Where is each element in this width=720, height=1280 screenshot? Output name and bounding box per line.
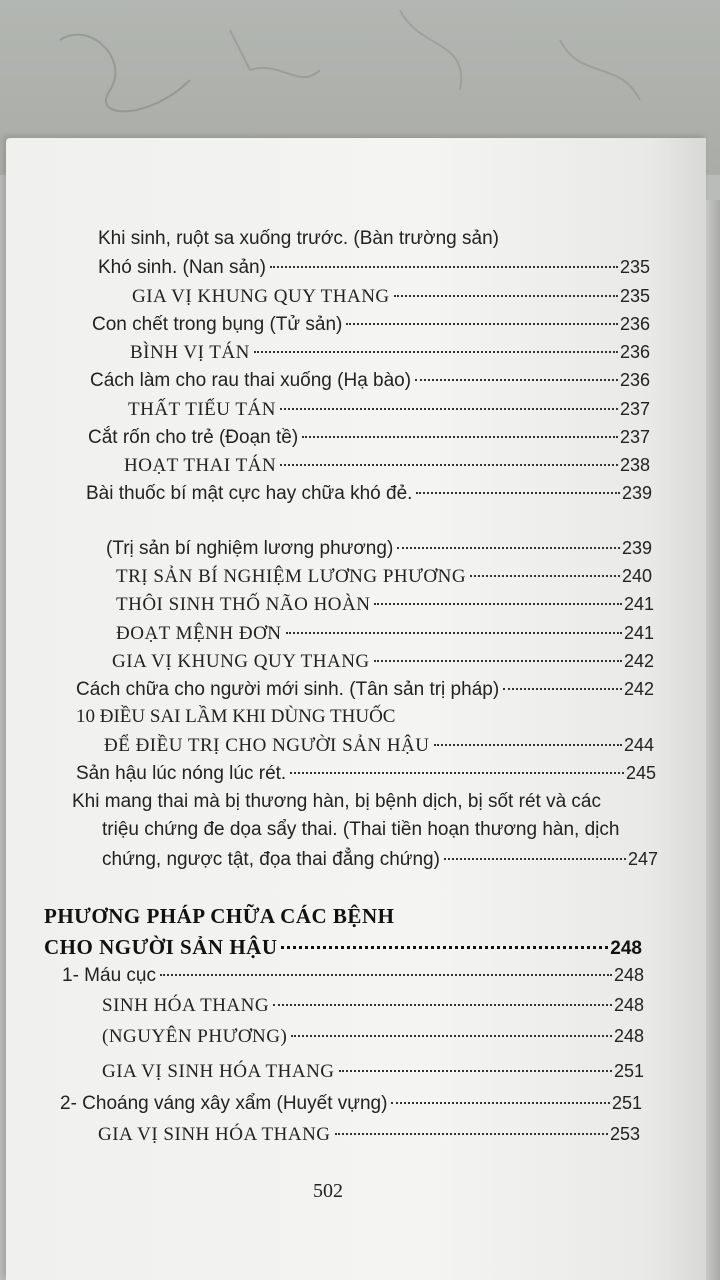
dot-leader <box>286 632 622 634</box>
entry-page: 239 <box>621 538 652 558</box>
entry-page: 236 <box>619 370 650 390</box>
entry-label: THẤT TIẾU TÁN <box>128 399 276 420</box>
dot-leader <box>346 323 618 325</box>
toc-entry <box>102 846 658 872</box>
entry-page: 241 <box>623 594 654 614</box>
entry-label: GIA VỊ KHUNG QUY THANG <box>132 286 390 307</box>
toc-entry <box>102 992 644 1018</box>
entry-page: 251 <box>613 1061 644 1081</box>
entry-label: GIA VỊ SINH HÓA THANG <box>102 1061 335 1082</box>
entry-page: 244 <box>623 735 654 755</box>
toc-entry: 10 ĐIỀU SAI LẦM KHI DÙNG THUỐC <box>76 706 396 727</box>
dot-leader <box>302 436 618 438</box>
entry-label: SINH HÓA THANG <box>102 995 270 1016</box>
entry-page: 235 <box>619 257 650 277</box>
entry-label: GIA VỊ KHUNG QUY THANG <box>112 651 370 672</box>
toc-entry <box>90 367 650 393</box>
entry-page: 238 <box>619 455 650 475</box>
dot-leader <box>470 575 620 577</box>
entry-label: Bài thuốc bí mật cực hay chữa khó đẻ. <box>86 483 413 504</box>
dot-leader <box>335 1133 608 1135</box>
dot-leader <box>273 1004 612 1006</box>
entry-label: THÔI SINH THỐ NÃO HOÀN <box>116 594 371 615</box>
entry-label: Cách chữa cho người mới sinh. (Tân sản trị pháp) <box>76 679 500 700</box>
toc-entry <box>98 254 650 280</box>
entry-label: (NGUYÊN PHƯƠNG) <box>102 1026 288 1047</box>
entry-page: 239 <box>621 483 652 503</box>
dot-leader <box>415 379 618 381</box>
entry-page: 251 <box>611 1093 642 1113</box>
dot-leader <box>280 464 618 466</box>
dot-leader <box>444 858 626 860</box>
entry-label: HOẠT THAI TÁN <box>124 455 277 476</box>
toc-entry <box>116 563 652 589</box>
dot-leader <box>374 603 621 605</box>
toc-entry <box>104 732 654 758</box>
entry-label: ĐOẠT MỆNH ĐƠN <box>116 623 282 644</box>
entry-label: 2- Choáng váng xây xẩm (Huyết vựng) <box>60 1093 388 1114</box>
dot-leader <box>254 351 618 353</box>
entry-page: 235 <box>619 286 650 306</box>
dot-leader <box>391 1102 610 1104</box>
entry-page: 237 <box>619 427 650 447</box>
toc-entry <box>132 283 650 309</box>
toc-entry: triệu chứng đe dọa sẩy thai. (Thai tiền hoạn thương hàn, dịch <box>102 819 620 840</box>
entry-page: 248 <box>613 995 644 1015</box>
toc-entry <box>106 535 652 561</box>
dot-leader <box>374 660 622 662</box>
entry-page: 247 <box>627 849 658 869</box>
toc-entry <box>130 339 650 365</box>
dot-leader <box>280 408 618 410</box>
entry-label: TRỊ SẢN BÍ NGHIỆM LƯƠNG PHƯƠNG <box>116 566 467 587</box>
toc-entry <box>76 760 656 786</box>
dot-leader <box>503 688 622 690</box>
entry-page: 248 <box>610 938 642 959</box>
toc-entry <box>62 962 644 988</box>
section-heading: PHƯƠNG PHÁP CHỮA CÁC BỆNH <box>44 904 395 928</box>
entry-label: (Trị sản bí nghiệm lương phương) <box>106 538 394 559</box>
entry-label: Cắt rốn cho trẻ (Đoạn tề) <box>88 427 299 448</box>
entry-page: 240 <box>621 566 652 586</box>
entry-page: 242 <box>623 651 654 671</box>
dot-leader <box>394 295 618 297</box>
entry-page: 236 <box>619 314 650 334</box>
toc-entry <box>98 1121 640 1147</box>
dot-leader <box>339 1070 612 1072</box>
toc-entry <box>92 311 650 337</box>
dot-leader <box>397 547 620 549</box>
entry-label: Cách làm cho rau thai xuống (Hạ bào) <box>90 370 412 391</box>
entry-label: 1- Máu cục <box>62 965 156 986</box>
entry-page: 253 <box>609 1124 640 1144</box>
entry-label: GIA VỊ SINH HÓA THANG <box>98 1124 331 1145</box>
dot-leader <box>416 492 620 494</box>
toc-entry <box>116 591 654 617</box>
section-heading-line2: CHO NGƯỜI SẢN HẬU <box>44 935 278 959</box>
entry-page: 242 <box>623 679 654 699</box>
entry-page: 236 <box>619 342 650 362</box>
toc-entry <box>128 396 650 422</box>
entry-label: Con chết trong bụng (Tử sản) <box>92 314 343 335</box>
dot-leader <box>290 772 624 774</box>
page-number: 502 <box>313 1180 343 1202</box>
toc-entry <box>76 676 654 702</box>
entry-page: 248 <box>613 965 644 985</box>
section-heading-row <box>44 934 642 960</box>
dot-leader <box>270 266 618 268</box>
entry-label: Sản hậu lúc nóng lúc rét. <box>76 763 287 784</box>
entry-page: 237 <box>619 399 650 419</box>
entry-label: BÌNH VỊ TÁN <box>130 342 250 363</box>
toc-entry <box>112 648 654 674</box>
toc-entry <box>124 452 650 478</box>
toc-entry <box>102 1058 644 1084</box>
dot-leader <box>281 946 608 949</box>
toc-entry: Khi mang thai mà bị thương hàn, bị bệnh dịch, bị sốt rét và các <box>72 791 601 812</box>
toc-entry <box>102 1023 644 1049</box>
entry-page: 245 <box>625 763 656 783</box>
toc-entry <box>116 620 654 646</box>
toc-entry <box>60 1090 642 1116</box>
toc-entry: Khi sinh, ruột sa xuống trước. (Bàn trường sản) <box>98 228 499 249</box>
toc-entry <box>86 480 652 506</box>
entry-label: ĐỂ ĐIỀU TRỊ CHO NGƯỜI SẢN HẬU <box>104 735 430 756</box>
entry-page: 241 <box>623 623 654 643</box>
toc-entry <box>88 424 650 450</box>
entry-label: chứng, ngược tật, đọa thai đẳng chứng) <box>102 849 440 870</box>
entry-label: Khó sinh. (Nan sản) <box>98 257 266 278</box>
dot-leader <box>160 974 612 976</box>
entry-page: 248 <box>613 1026 644 1046</box>
dot-leader <box>434 744 622 746</box>
dot-leader <box>291 1035 612 1037</box>
